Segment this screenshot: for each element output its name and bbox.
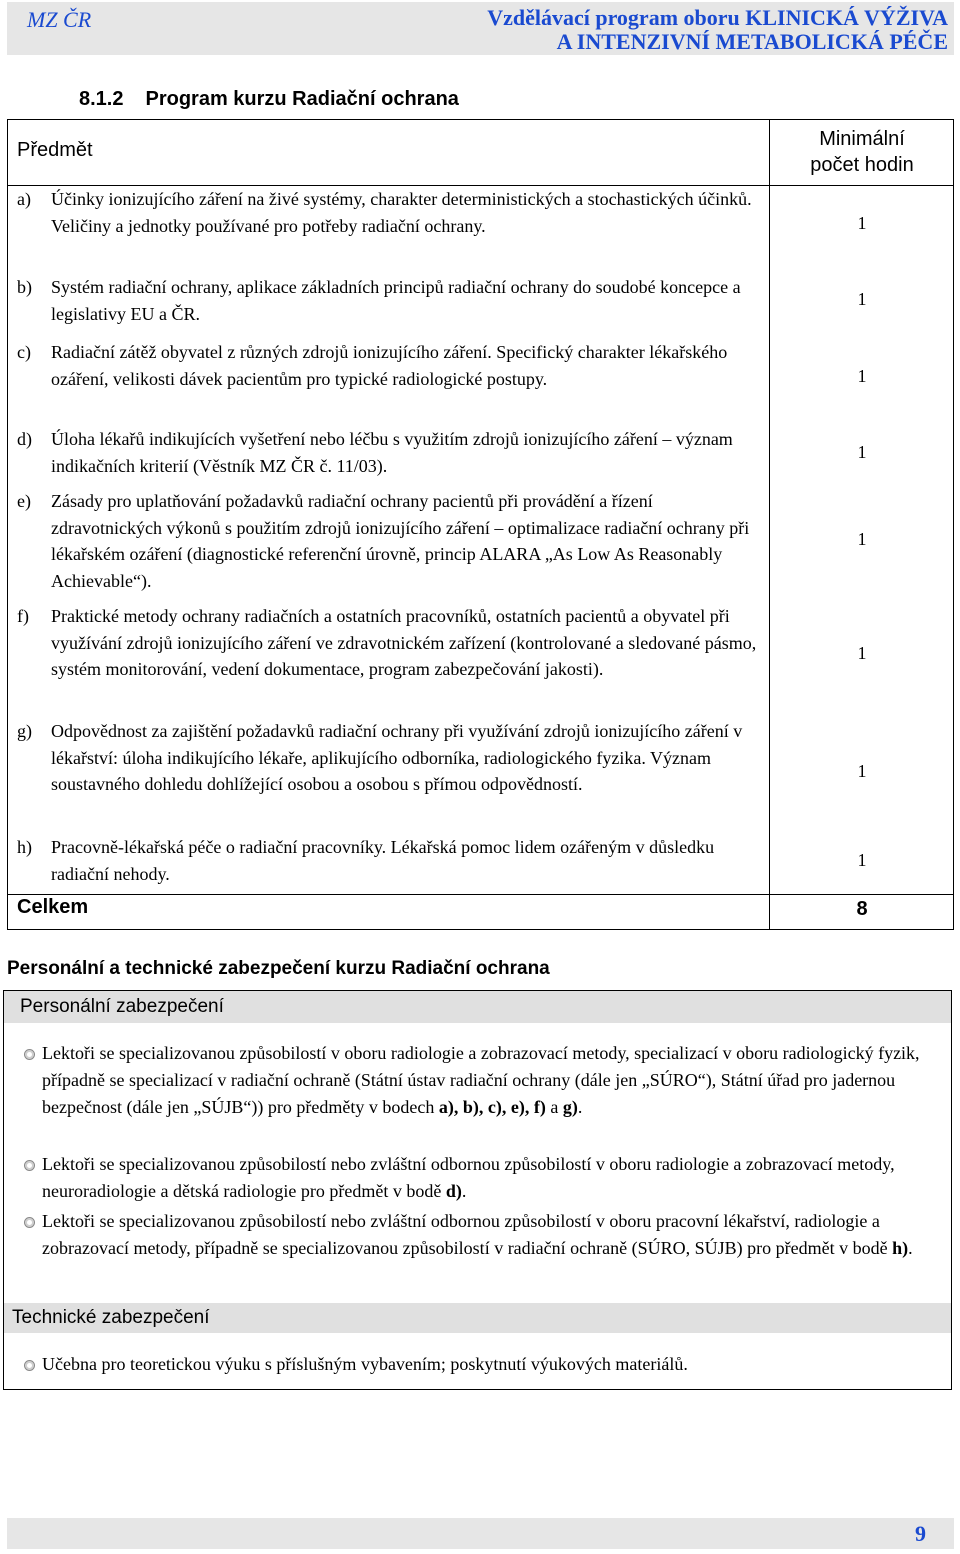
list-item-text: Lektoři se specializovanou způsobilostí nebo zvláštní odbornou způsobilostí v oboru pracovní lékařství, radiologie a zobrazovací metody, případně se specializovanou způsobilostí v radiační ochraně (SÚRO, SÚJB) pro předmět v bodě h). (42, 1211, 913, 1258)
total-label: Celkem (17, 896, 89, 918)
row-letter: f) (17, 606, 29, 626)
bullet-icon (24, 1351, 42, 1378)
staffing-title: Personální a technické zabezpečení kurzu Radiační ochrana (7, 958, 550, 979)
table-border-top (7, 119, 954, 120)
row-letter: d) (17, 429, 32, 449)
table-border-right (953, 119, 954, 930)
personnel-heading: Personální zabezpečení (4, 991, 951, 1023)
column-header-hours-line2: počet hodin (810, 154, 914, 176)
table-row (17, 274, 762, 327)
row-letter: e) (17, 491, 31, 511)
list-item (24, 1208, 924, 1262)
row-letter: c) (17, 342, 31, 362)
row-letter: g) (17, 721, 32, 741)
row-text: Pracovně-lékařská péče o radiační pracovníky. Lékařská pomoc lidem ozářeným v důsledku radiační nehody. (51, 837, 715, 884)
course-program-table (7, 119, 954, 930)
row-text: Odpovědnost za zajištění požadavků radiační ochrany při využívání zdrojů ionizujícího záření v lékařství: úloha indikujícího lékaře, aplikujícího odborníka, radiologického fyzika. Význam soustavného dohledu dohlížející osobou a osobou s přímou odpovědností. (51, 721, 743, 794)
table-row (17, 426, 762, 479)
page-footer (7, 1518, 954, 1549)
row-text: Systém radiační ochrany, aplikace základních principů radiační ochrany do soudobé koncepce a legislativy EU a ČR. (51, 277, 741, 324)
row-text: Účinky ionizujícího záření na živé systémy, charakter deterministických a stochastických účinků. Veličiny a jednotky používané pro potřeby radiační ochrany. (51, 189, 752, 236)
table-total-divider (7, 894, 954, 895)
table-row (17, 603, 762, 683)
list-item (24, 1351, 924, 1378)
row-hours: 1 (857, 366, 867, 386)
section-title (79, 88, 459, 111)
row-letter: a) (17, 189, 31, 209)
row-hours: 1 (857, 761, 867, 781)
bullet-icon (24, 1151, 42, 1205)
bullet-icon (24, 1208, 42, 1262)
section-title-text: Program kurzu Radiační ochrana (145, 88, 459, 110)
list-item (24, 1040, 924, 1121)
row-letter: h) (17, 837, 32, 857)
column-header-hours-line1: Minimální (819, 128, 905, 150)
total-hours: 8 (856, 898, 868, 920)
header-line-2: A INTENZIVNÍ METABOLICKÁ PÉČE (556, 29, 948, 54)
row-hours: 1 (857, 643, 867, 663)
row-hours: 1 (857, 850, 867, 870)
row-text: Radiační zátěž obyvatel z různých zdrojů ionizujícího záření. Specifický charakter lékařského ozáření, velikosti dávek pacientům pro typické radiologické postupy. (51, 342, 728, 389)
table-row (17, 834, 762, 887)
column-header-hours (777, 126, 947, 178)
list-item-text: Lektoři se specializovanou způsobilostí nebo zvláštní odbornou způsobilostí v oboru radiologie a zobrazovací metody, neuroradiologie a dětská radiologie pro předmět v bodě d). (42, 1154, 895, 1201)
table-border-bottom (7, 929, 954, 930)
row-text: Úloha lékařů indikujících vyšetření nebo léčbu s využitím zdrojů ionizujícího záření – význam indikačních kriterií (Věstník MZ ČR č. 11/03). (51, 429, 733, 476)
technical-heading: Technické zabezpečení (4, 1303, 951, 1333)
table-row (17, 339, 762, 392)
list-item (24, 1151, 924, 1205)
row-text: Zásady pro uplatňování požadavků radiační ochrany pacientů při provádění a řízení zdravotnických výkonů s použitím zdrojů ionizujícího záření – optimalizace radiační ochrany při lékařském ozáření (diagnostické referenční úrovně, princip ALARA „As Low As Reasonably Achievable“). (51, 491, 750, 591)
table-row (17, 186, 762, 239)
header-ministry: MZ ČR (27, 7, 92, 32)
table-row (17, 488, 762, 594)
row-letter: b) (17, 277, 32, 297)
page-header (7, 2, 954, 55)
header-line-1: Vzdělávací program oboru KLINICKÁ VÝŽIVA (487, 5, 948, 30)
row-hours: 1 (857, 442, 867, 462)
section-number: 8.1.2 (79, 88, 124, 110)
staffing-box (3, 990, 952, 1390)
page-number: 9 (915, 1521, 926, 1546)
header-program-title (487, 6, 948, 54)
row-hours: 1 (857, 213, 867, 233)
column-header-subject: Předmět (17, 139, 93, 161)
table-row (17, 718, 762, 798)
table-border-left (7, 119, 8, 930)
row-hours: 1 (857, 529, 867, 549)
list-item-text: Učebna pro teoretickou výuku s příslušným vybavením; poskytnutí výukových materiálů. (42, 1354, 688, 1374)
table-column-divider (769, 119, 770, 930)
list-item-text: Lektoři se specializovanou způsobilostí v oboru radiologie a zobrazovací metody, specializací v oboru radiologický fyzik, případně se specializací v radiační ochraně (Státní ústav radiační ochrany (dále jen „SÚRO“), Státní úřad pro jadernou bezpečnost (dále jen „SÚJB“)) pro předměty v bodech a), b), c), e), f) a g). (42, 1043, 920, 1117)
bullet-icon (24, 1040, 42, 1121)
row-text: Praktické metody ochrany radiačních a ostatních pracovníků, ostatních pacientů a obyvatel při využívání zdrojů ionizujícího záření ve zdravotnickém zařízení (kontrolované a sledované pásmo, systém monitorování, vedení dokumentace, program zabezpečování jakosti). (51, 606, 757, 679)
row-hours: 1 (857, 289, 867, 309)
